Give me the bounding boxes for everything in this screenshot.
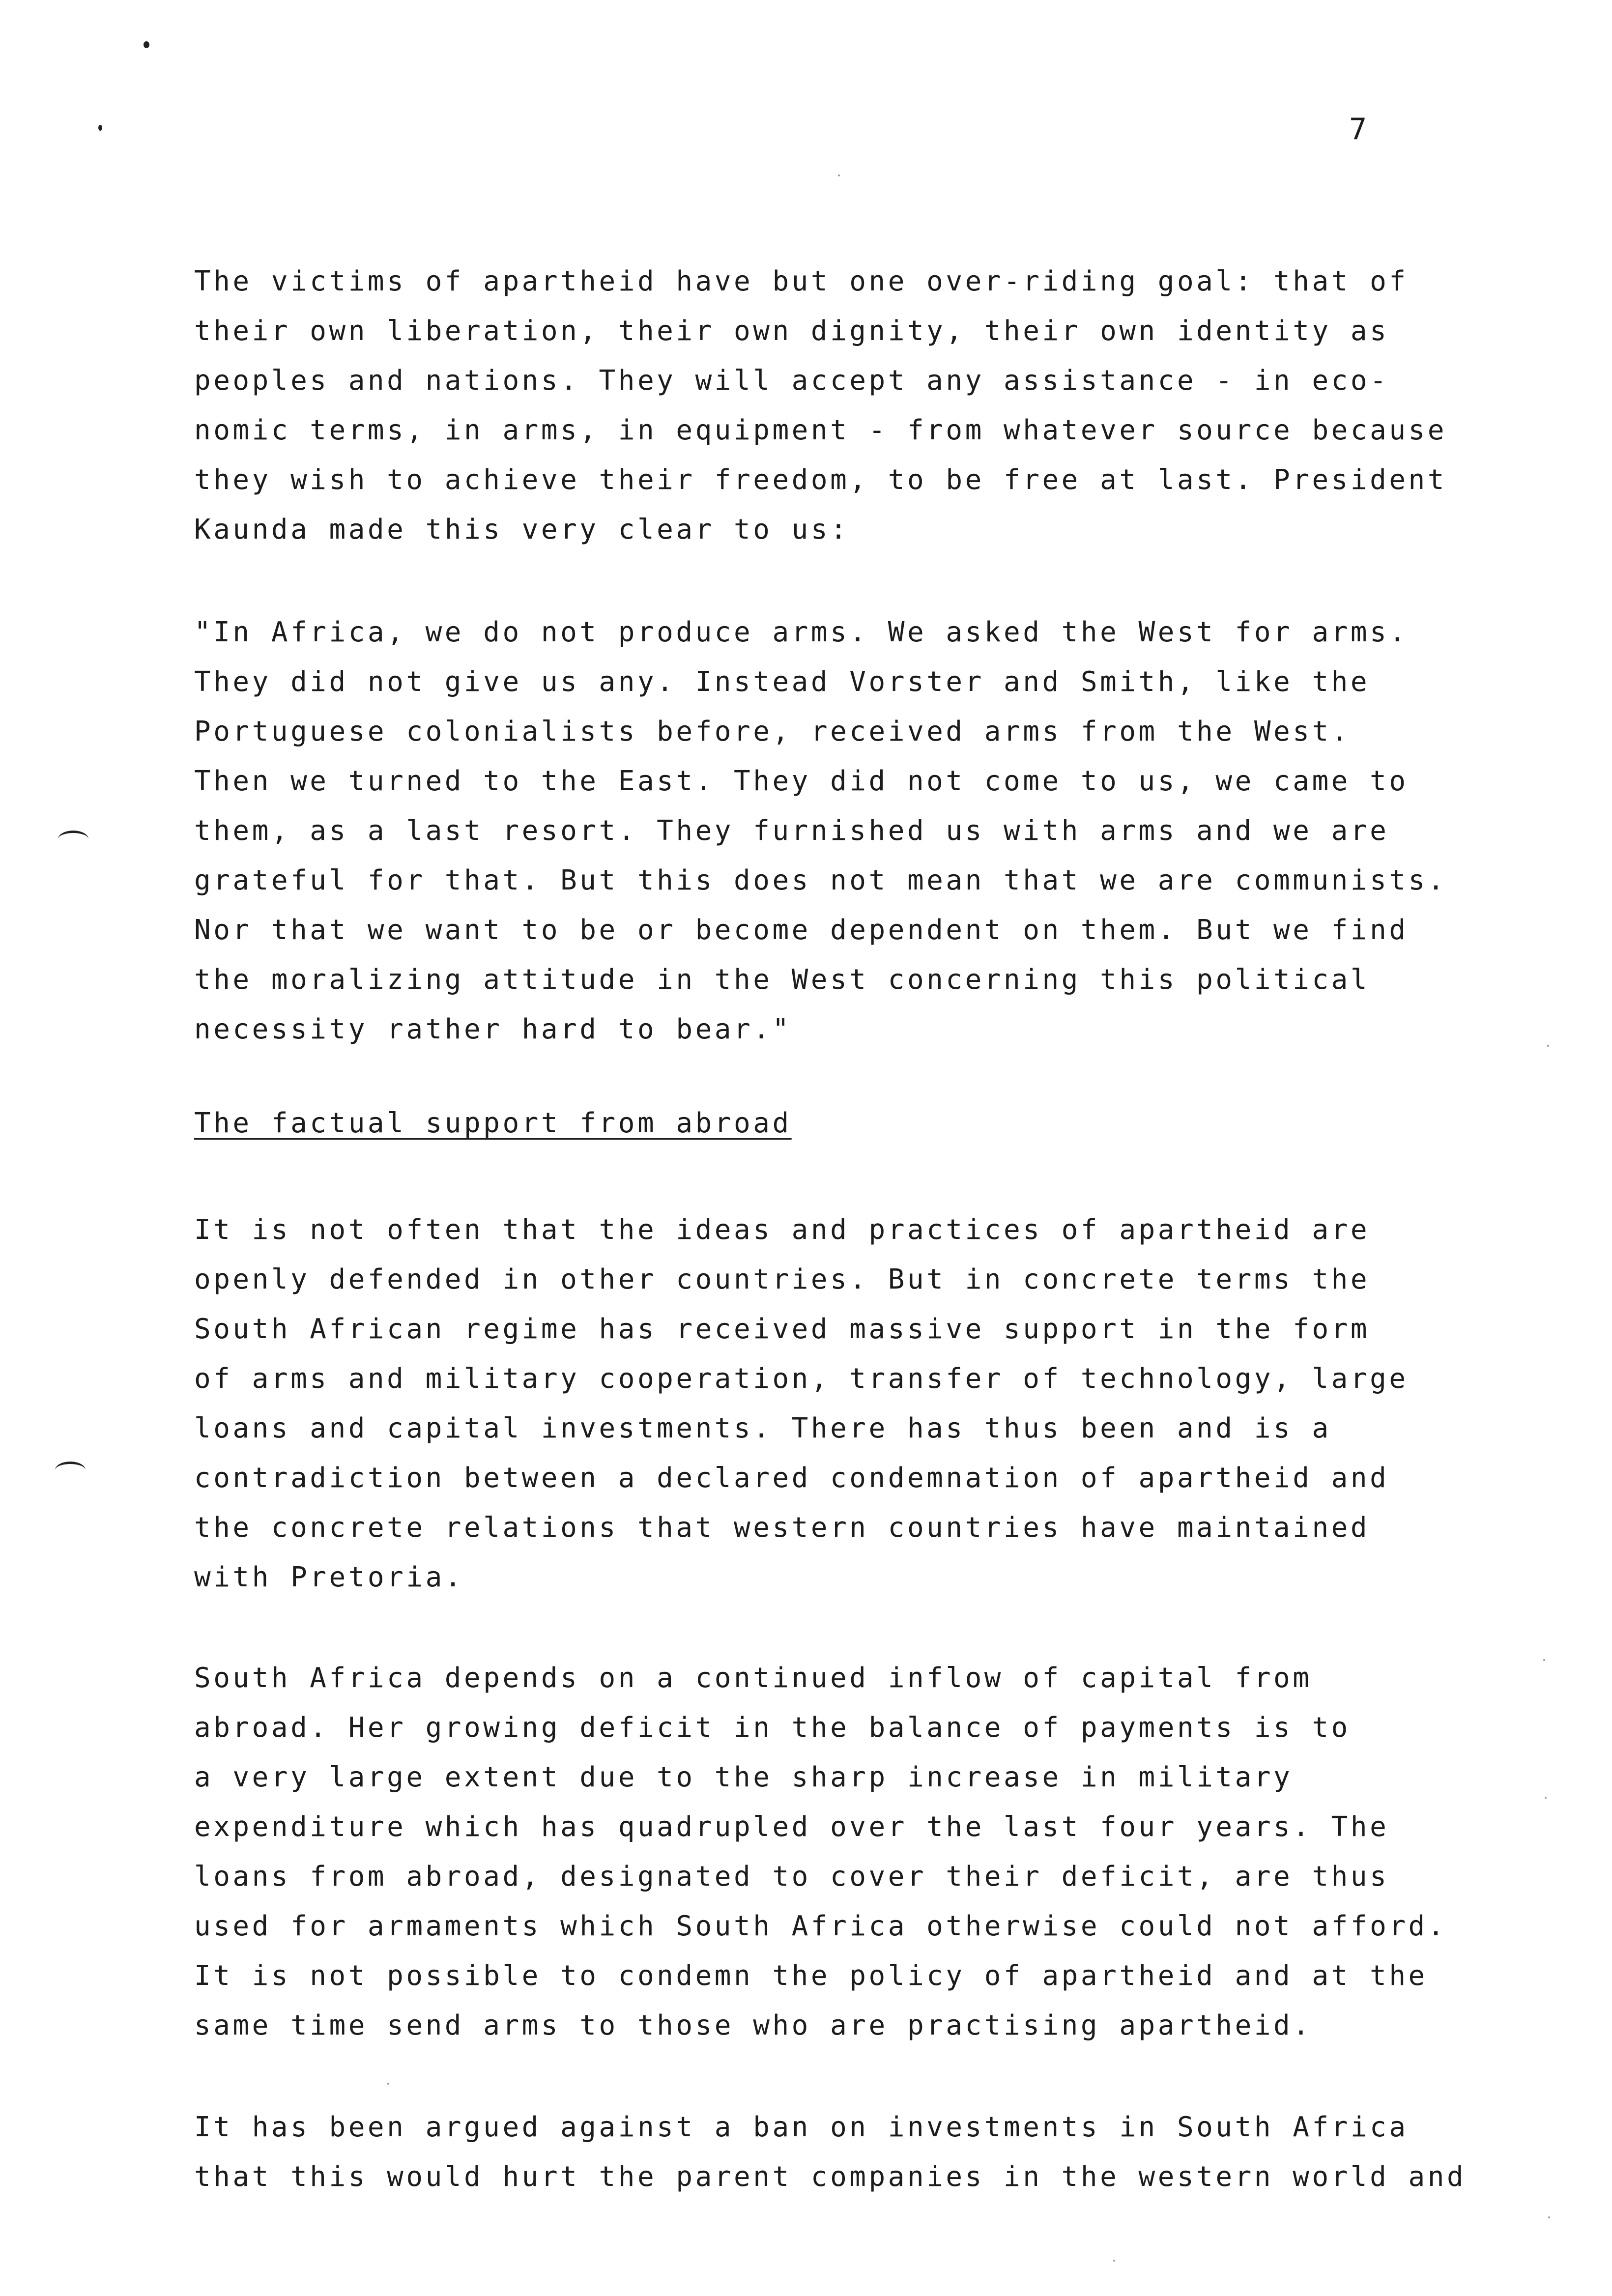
text-line: It is not often that the ideas and practices of apartheid are [194,1214,1370,1246]
text-line: openly defended in other countries. But in concrete terms the [194,1263,1370,1295]
scan-speck [1547,1045,1549,1047]
text-line: them, as a last resort. They furnished us with arms and we are [194,815,1389,847]
text-line: same time send arms to those who are practising apartheid. [194,2009,1312,2041]
text-line: They did not give us any. Instead Vorster and Smith, like the [194,666,1370,698]
text-line: peoples and nations. They will accept any assistance - in eco- [194,365,1389,397]
section-heading: The factual support from abroad [194,1107,792,1139]
paragraph-investments [194,2102,1497,2202]
quote-kaunda [194,607,1497,1054]
text-line: a very large extent due to the sharp increase in military [194,1761,1293,1793]
text-line: that this would hurt the parent companies in the western world and [194,2161,1467,2193]
text-line: their own liberation, their own dignity, their own identity as [194,315,1389,347]
text-line: South African regime has received massive support in the form [194,1313,1370,1345]
text-line: the moralizing attitude in the West concerning this political [194,964,1370,996]
text-line: the concrete relations that western countries have maintained [194,1512,1370,1544]
text-line: It has been argued against a ban on investments in South Africa [194,2111,1409,2143]
text-line: South Africa depends on a continued inflow of capital from [194,1662,1312,1694]
text-line: with Pretoria. [194,1561,464,1593]
text-line: loans from abroad, designated to cover their deficit, are thus [194,1861,1389,1893]
margin-mark [55,1462,86,1479]
scan-speck [1545,1797,1547,1799]
text-line: of arms and military cooperation, transfer of technology, large [194,1363,1409,1395]
text-line: they wish to achieve their freedom, to be free at last. President [194,464,1447,496]
text-line: necessity rather hard to bear." [194,1013,792,1045]
scan-speck [387,2083,389,2085]
page-number: 7 [1349,112,1367,146]
text-line: It is not possible to condemn the policy of apartheid and at the [194,1960,1428,1992]
scan-mark [98,125,102,131]
text-line: loans and capital investments. There has thus been and is a [194,1412,1331,1444]
text-line: Portuguese colonialists before, received arms from the West. [194,716,1351,747]
text-line: Kaunda made this very clear to us: [194,514,850,545]
paragraph-support [194,1205,1497,1602]
text-line: Nor that we want to be or become dependent on them. But we find [194,914,1409,946]
text-line: expenditure which has quadrupled over the last four years. The [194,1811,1389,1843]
text-line: contradiction between a declared condemnation of apartheid and [194,1462,1389,1494]
text-line: The victims of apartheid have but one over-riding goal: that of [194,265,1409,297]
paragraph-victims [194,257,1497,554]
text-line: Then we turned to the East. They did not come to us, we came to [194,765,1409,797]
paragraph-capital [194,1653,1497,2050]
text-line: used for armaments which South Africa otherwise could not afford. [194,1910,1447,1942]
scan-speck [1113,2260,1115,2262]
text-line: nomic terms, in arms, in equipment - from whatever source because [194,414,1447,446]
text-line: "In Africa, we do not produce arms. We asked the West for arms. [194,616,1409,648]
text-line: grateful for that. But this does not mean that we are communists. [194,864,1447,896]
scan-speck [1548,2216,1550,2218]
scan-speck [1543,1659,1545,1661]
scan-mark [144,41,149,48]
scan-speck [838,174,840,176]
text-line: abroad. Her growing deficit in the balance of payments is to [194,1712,1351,1744]
margin-mark [58,831,88,848]
